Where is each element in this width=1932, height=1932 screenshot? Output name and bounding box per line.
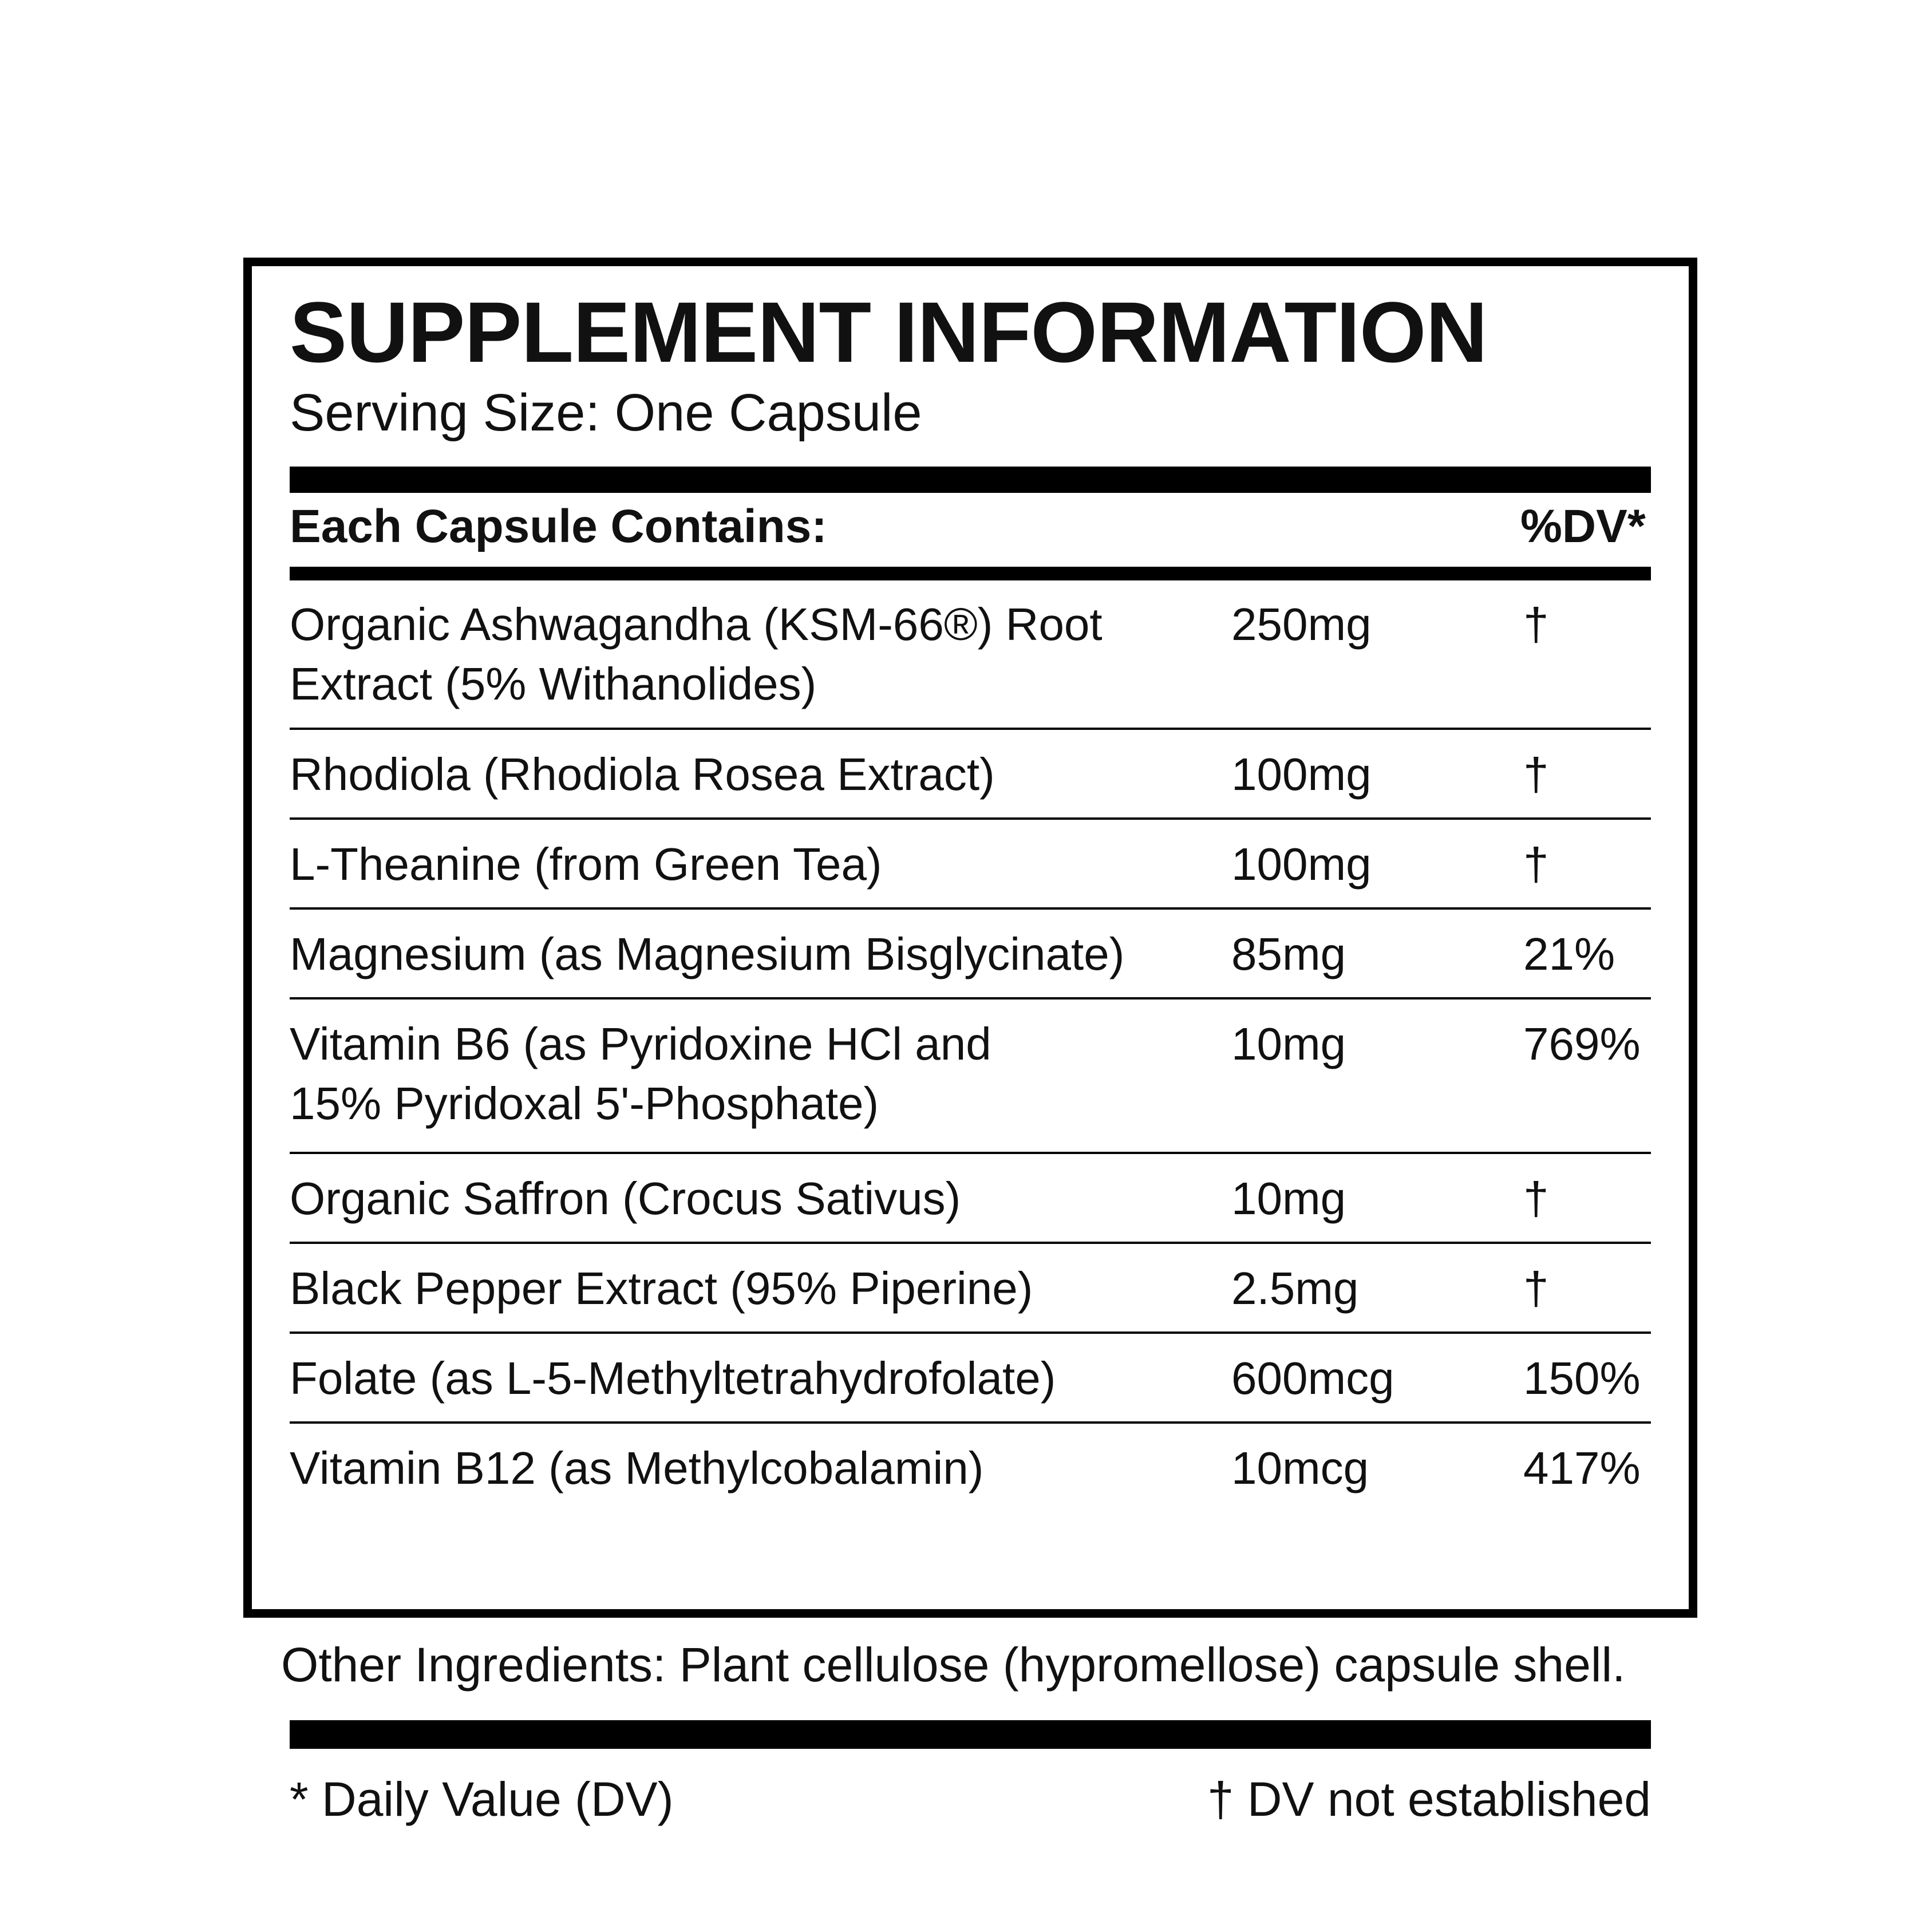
- ingredient-name: Vitamin B6 (as Pyridoxine HCl and 15% Pyridoxal 5'-Phosphate): [290, 1018, 991, 1129]
- ingredient-dv: 21%: [1523, 929, 1615, 979]
- ingredient-name: Vitamin B12 (as Methylcobalamin): [290, 1443, 984, 1494]
- table-row: [290, 730, 1651, 820]
- ingredient-dv: †: [1523, 1263, 1549, 1314]
- ingredient-name: Organic Ashwagandha (KSM-66®) Root Extract (5% Withanolides): [290, 599, 1103, 709]
- header-dv: %DV*: [1520, 500, 1646, 552]
- thick-divider-bottom: [290, 1720, 1651, 1749]
- table-row: [290, 910, 1651, 999]
- ingredient-dv: 417%: [1523, 1443, 1641, 1494]
- table-row: [290, 1334, 1651, 1424]
- footnote-daily-value: * Daily Value (DV): [290, 1772, 674, 1826]
- ingredient-dv: †: [1523, 1173, 1549, 1224]
- table-row: [290, 999, 1651, 1154]
- serving-size: Serving Size: One Capsule: [290, 384, 922, 442]
- ingredient-amount: 100mg: [1231, 839, 1372, 890]
- table-row: [290, 820, 1651, 910]
- ingredient-name: Folate (as L-5-Methyltetrahydrofolate): [290, 1353, 1056, 1404]
- ingredient-amount: 10mg: [1231, 1018, 1346, 1069]
- ingredient-amount: 250mg: [1231, 599, 1372, 650]
- table-row: [290, 1424, 1651, 1510]
- other-ingredients: Other Ingredients: Plant cellulose (hypromellose) capsule shell.: [281, 1638, 1626, 1692]
- ingredient-amount: 100mg: [1231, 749, 1372, 800]
- ingredient-dv: †: [1523, 749, 1549, 800]
- footnotes: [290, 1772, 1651, 1840]
- ingredient-amount: 10mg: [1231, 1173, 1346, 1224]
- ingredient-name: Magnesium (as Magnesium Bisglycinate): [290, 929, 1125, 979]
- ingredient-dv: 150%: [1523, 1353, 1641, 1404]
- ingredient-amount: 85mg: [1231, 929, 1346, 979]
- table-row: [290, 580, 1651, 730]
- header-contains: Each Capsule Contains:: [290, 500, 827, 552]
- footnote-dv-not-established: † DV not established: [1207, 1772, 1651, 1826]
- ingredient-name: Rhodiola (Rhodiola Rosea Extract): [290, 749, 995, 800]
- table-row: [290, 1154, 1651, 1244]
- ingredient-dv: †: [1523, 839, 1549, 890]
- table-header: [290, 489, 1651, 564]
- ingredient-name: Black Pepper Extract (95% Piperine): [290, 1263, 1033, 1314]
- thick-divider-header: [290, 567, 1651, 580]
- ingredient-name: L-Theanine (from Green Tea): [290, 839, 882, 890]
- panel-title: SUPPLEMENT INFORMATION: [290, 284, 1487, 380]
- ingredient-amount: 10mcg: [1231, 1443, 1369, 1494]
- ingredient-table: [290, 580, 1651, 1510]
- table-row: [290, 1244, 1651, 1334]
- ingredient-amount: 600mcg: [1231, 1353, 1394, 1404]
- ingredient-dv: 769%: [1523, 1018, 1641, 1069]
- ingredient-name: Organic Saffron (Crocus Sativus): [290, 1173, 961, 1224]
- ingredient-dv: †: [1523, 599, 1549, 650]
- ingredient-amount: 2.5mg: [1231, 1263, 1359, 1314]
